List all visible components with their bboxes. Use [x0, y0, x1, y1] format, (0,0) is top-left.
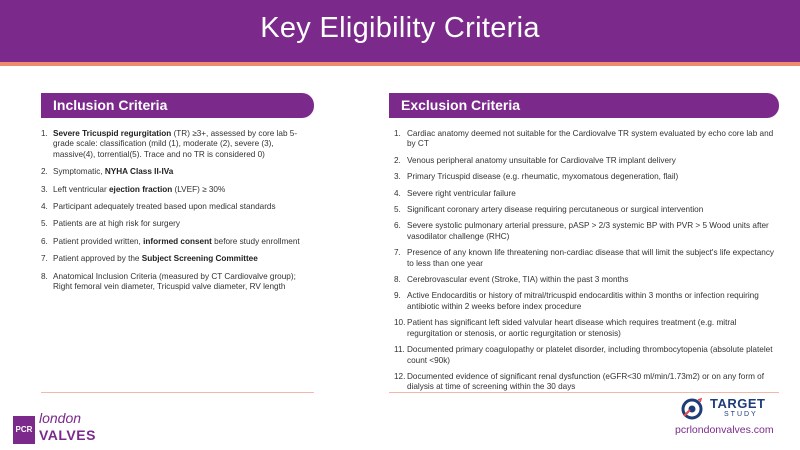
item-text: Active Endocarditis or history of mitral/tricuspid endocarditis within 3 months or infection requiring antibiotic within 2 weeks before index procedure — [407, 291, 759, 311]
exclusion-item — [394, 248, 774, 269]
item-text: Presence of any known life threatening non-cardiac disease that will limit the subject's life expectancy to less than one year — [407, 248, 775, 268]
item-number: 11. — [394, 345, 405, 355]
slide-title: Key Eligibility Criteria — [260, 12, 540, 44]
pcr-logo-valves: VALVES — [39, 427, 96, 443]
inclusion-item — [41, 254, 303, 264]
exclusion-item — [394, 372, 774, 393]
item-text: Patient provided written, — [53, 236, 144, 246]
item-number: 8. — [394, 275, 401, 285]
exclusion-item — [394, 172, 774, 182]
item-text: Left ventricular — [53, 184, 109, 194]
item-text: Severe right ventricular failure — [407, 188, 516, 198]
inclusion-heading: Inclusion Criteria — [41, 93, 314, 118]
title-banner — [0, 0, 800, 62]
item-text: Cardiac anatomy deemed not suitable for the Cardiovalve TR system evaluated by echo core lab and by CT — [407, 129, 774, 149]
exclusion-item — [394, 205, 774, 215]
inclusion-item — [41, 219, 303, 229]
pcr-london-valves-logo — [13, 408, 133, 444]
target-study-logo — [680, 394, 776, 424]
item-number: 6. — [394, 221, 401, 231]
item-text: Patients are at high risk for surgery — [53, 219, 180, 229]
exclusion-list — [394, 129, 774, 393]
item-text: Patient approved by the — [53, 254, 142, 264]
item-text: Primary Tricuspid disease (e.g. rheumatic, myxomatous degeneration, flail) — [407, 172, 679, 182]
item-text: (LVEF) ≥ 30% — [172, 184, 226, 194]
item-bold-text: Severe Tricuspid regurgitation — [53, 129, 172, 138]
pcr-logo-london: london — [39, 410, 82, 426]
inclusion-item — [41, 167, 303, 177]
pcr-logo-mark: PCR — [13, 416, 35, 444]
item-number: 1. — [41, 129, 48, 138]
target-sub: STUDY — [724, 411, 758, 418]
item-number: 2. — [41, 167, 48, 177]
inclusion-list — [41, 129, 303, 292]
item-number: 1. — [394, 129, 401, 138]
item-number: 12. — [394, 371, 406, 381]
item-text: Severe systolic pulmonary arterial pressure, pASP > 2/3 systemic BP with PVR > 5 Wood units after vasodilator challenge (RHC) — [407, 221, 769, 241]
item-bold-text: Subject Screening Committee — [141, 254, 258, 264]
item-text: Anatomical Inclusion Criteria (measured by CT Cardiovalve group); Right femoral vein diameter, Tricuspid valve diameter, RV length — [53, 271, 296, 292]
exclusion-heading: Exclusion Criteria — [389, 93, 779, 118]
inclusion-item — [41, 237, 303, 247]
item-text: Significant coronary artery disease requiring percutaneous or surgical intervention — [407, 205, 704, 215]
exclusion-item — [394, 221, 774, 242]
inclusion-item — [41, 185, 303, 195]
accent-stripe — [0, 62, 800, 66]
exclusion-item — [394, 318, 774, 339]
inclusion-divider — [41, 392, 314, 393]
exclusion-item — [394, 345, 774, 366]
target-word: TARGET — [710, 396, 766, 411]
item-number: 2. — [394, 155, 401, 165]
item-number: 4. — [394, 188, 401, 198]
item-number: 5. — [41, 219, 48, 229]
exclusion-item — [394, 189, 774, 199]
item-bold-text: NYHA Class II-IVa — [104, 167, 174, 177]
item-number: 6. — [41, 236, 48, 246]
item-number: 10. — [394, 318, 406, 328]
item-number: 9. — [394, 291, 401, 301]
exclusion-item — [394, 275, 774, 285]
exclusion-divider — [389, 392, 779, 393]
item-number: 8. — [41, 271, 48, 281]
target-heart-icon — [680, 396, 706, 422]
item-text: Patient has significant left sided valvular heart disease which requires treatment (e.g. mitral regurgitation or stenosis, or aortic regurgitation or stenosis) — [407, 318, 737, 338]
item-number: 4. — [41, 202, 48, 212]
inclusion-item — [41, 129, 303, 160]
item-number: 3. — [41, 184, 48, 194]
item-text: Cerebrovascular event (Stroke, TIA) within the past 3 months — [407, 275, 629, 285]
exclusion-item — [394, 156, 774, 166]
item-text: Symptomatic, — [53, 167, 105, 177]
item-number: 5. — [394, 205, 401, 215]
item-text: before study enrollment — [211, 236, 300, 246]
exclusion-item — [394, 129, 774, 150]
item-text: (TR) ≥3+, assessed by core lab 5-grade scale: classification (mild (1), moderate (2), severe (3), massive(4), torrential(5). Trace and no TR is considered 0) — [53, 129, 298, 159]
item-text: Participant adequately treated based upon medical standards — [53, 202, 276, 212]
item-number: 3. — [394, 172, 401, 182]
exclusion-item — [394, 291, 774, 312]
item-text: Documented primary coagulopathy or platelet disorder, including thrombocytopenia (absolute platelet count <90k) — [407, 345, 773, 365]
item-bold-text: informed consent — [143, 236, 212, 246]
item-bold-text: ejection fraction — [108, 184, 173, 194]
item-number: 7. — [394, 248, 401, 258]
inclusion-item — [41, 272, 303, 293]
item-number: 7. — [41, 254, 48, 264]
item-text: Venous peripheral anatomy unsuitable for Cardiovalve TR implant delivery — [407, 155, 676, 165]
inclusion-item — [41, 202, 303, 212]
website-link[interactable]: pcrlondonvalves.com — [675, 424, 774, 436]
item-text: Documented evidence of significant renal dysfunction (eGFR<30 ml/min/1.73m2) or on any form of dialysis at time of screening within the 30 days — [407, 371, 765, 392]
